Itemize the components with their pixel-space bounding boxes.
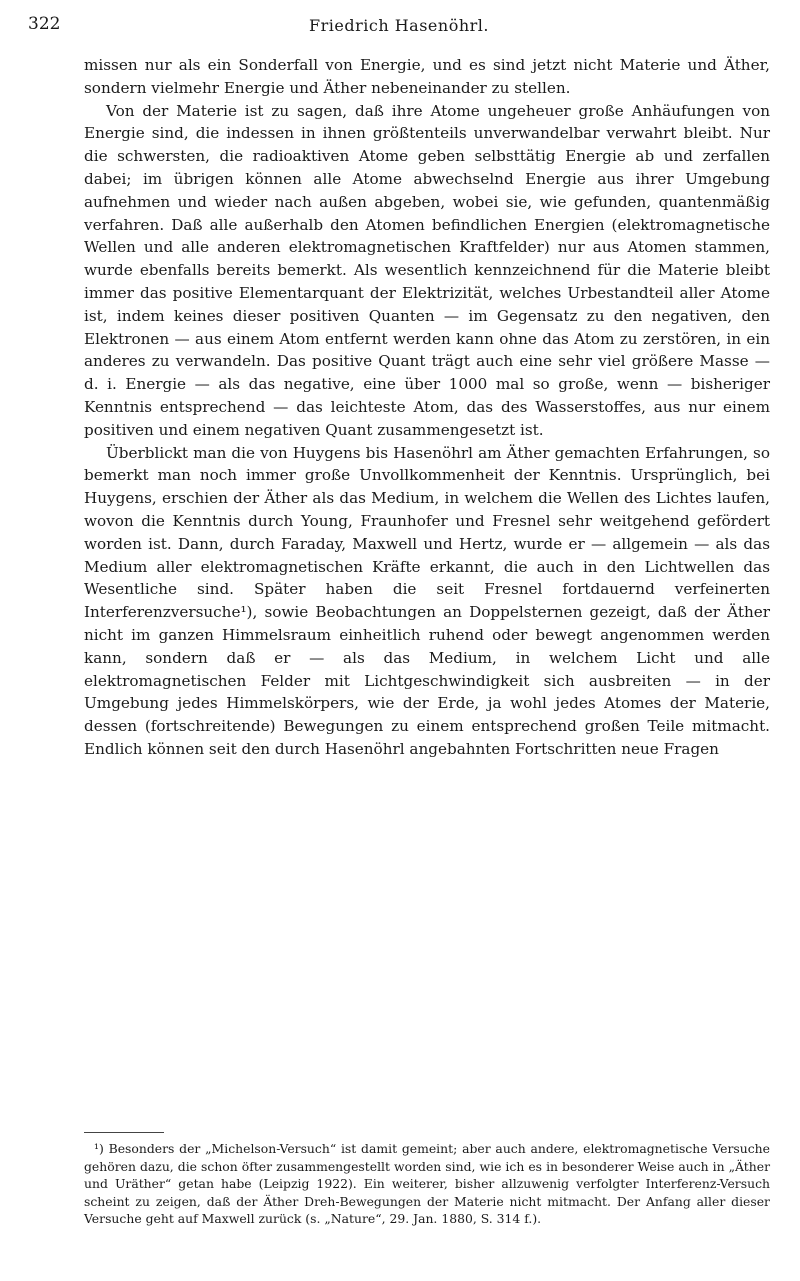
paragraph: Von der Materie ist zu sagen, daß ihre Atome ungeheuer große Anhäufungen von Energie sind, die indessen in ihnen größtenteils unverwandelbar verwahrt bleibt. Nur die schwersten, die radioaktiven Atome geben selbsttätig Energie ab und zerfallen dabei; im übrigen können alle Atome abwechselnd Energie aus ihrer Umgebung aufnehmen und wieder nach außen abgeben, wobei sie, wie gefunden, quantenmäßig verfahren. Daß alle außerhalb den Atomen befindlichen Energien (elektromagnetische Wellen und alle anderen elektromagnetischen Kraftfelder) nur aus Atomen stammen, wurde ebenfalls bereits bemerkt. Als wesentlich kennzeichnend für die Materie bleibt immer das positive Elementarquant der Elektrizität, welches Urbestandteil aller Atome ist, indem keines dieser positiven Quanten — im Gegensatz zu den negativen, den Elektronen — aus einem Atom entfernt werden kann ohne das Atom zu zerstören, in ein anderes zu verwandeln. Das positive Quant trägt auch eine sehr viel größere Masse — d. i. Energie — als das negative, eine über 1000 mal so große, wenn — bisheriger Kenntnis entsprechend — das leichteste Atom, das des Wasserstoffes, aus nur einem positiven und einem negativen Quant zusammengesetzt ist. — [84, 101, 770, 439]
running-head: Friedrich Hasenöhrl. — [309, 16, 489, 35]
page-header — [28, 14, 770, 38]
footnote-rule — [84, 1132, 164, 1133]
paragraph: missen nur als ein Sonderfall von Energie, und es sind jetzt nicht Materie und Äther, sondern vielmehr Energie und Äther nebeneinander zu stellen. — [84, 56, 770, 97]
footnote: ¹) Besonders der „Michelson-Versuch“ ist damit gemeint; aber auch andere, elektromagnetische Versuche gehören dazu, die schon öfter zusammengestellt worden sind, wie ich es in besonderer Weise auch in „Äther und Uräther“ getan habe (Leipzig 1922). Ein weiterer, bisher allzuwenig verfolgter Interferenz-Versuch scheint zu zeigen, daß der Äther Dreh-Bewegungen der Materie nicht mitmacht. Der Anfang aller dieser Versuche geht auf Maxwell zurück (s. „Nature“, 29. Jan. 1880, S. 314 f.). — [84, 1141, 770, 1227]
paragraph: Überblickt man die von Huygens bis Hasenöhrl am Äther gemachten Erfahrungen, so bemerkt man noch immer große Unvollkommenheit der Kenntnis. Ursprünglich, bei Huygens, erschien der Äther als das Medium, in welchem die Wellen des Lichtes laufen, wovon die Kenntnis durch Young, Fraunhofer und Fresnel sehr weitgehend gefördert worden ist. Dann, durch Faraday, Maxwell und Hertz, wurde er — allgemein — als das Medium aller elektromagnetischen Kräfte erkannt, die auch in den Lichtwellen das Wesentliche sind. Später haben die seit Fresnel fortdauernd verfeinerten Interferenzversuche¹), sowie Beobachtungen an Doppelsternen gezeigt, daß der Äther nicht im ganzen Himmelsraum einheitlich ruhend oder bewegt angenommen werden kann, sondern daß er — als das Medium, in welchem Licht und alle elektromagnetischen Felder mit Lichtgeschwindigkeit sich ausbreiten — in der Umgebung jedes Himmelskörpers, wie der Erde, ja wohl jedes Atomes der Materie, dessen (fortschreitende) Bewegungen zu einem entsprechend großen Teile mitmacht. Endlich können seit den durch Hasenöhrl angebahnten Fortschritten neue Fragen — [84, 443, 770, 758]
page-number: 322 — [28, 14, 61, 34]
body-text — [84, 54, 770, 761]
